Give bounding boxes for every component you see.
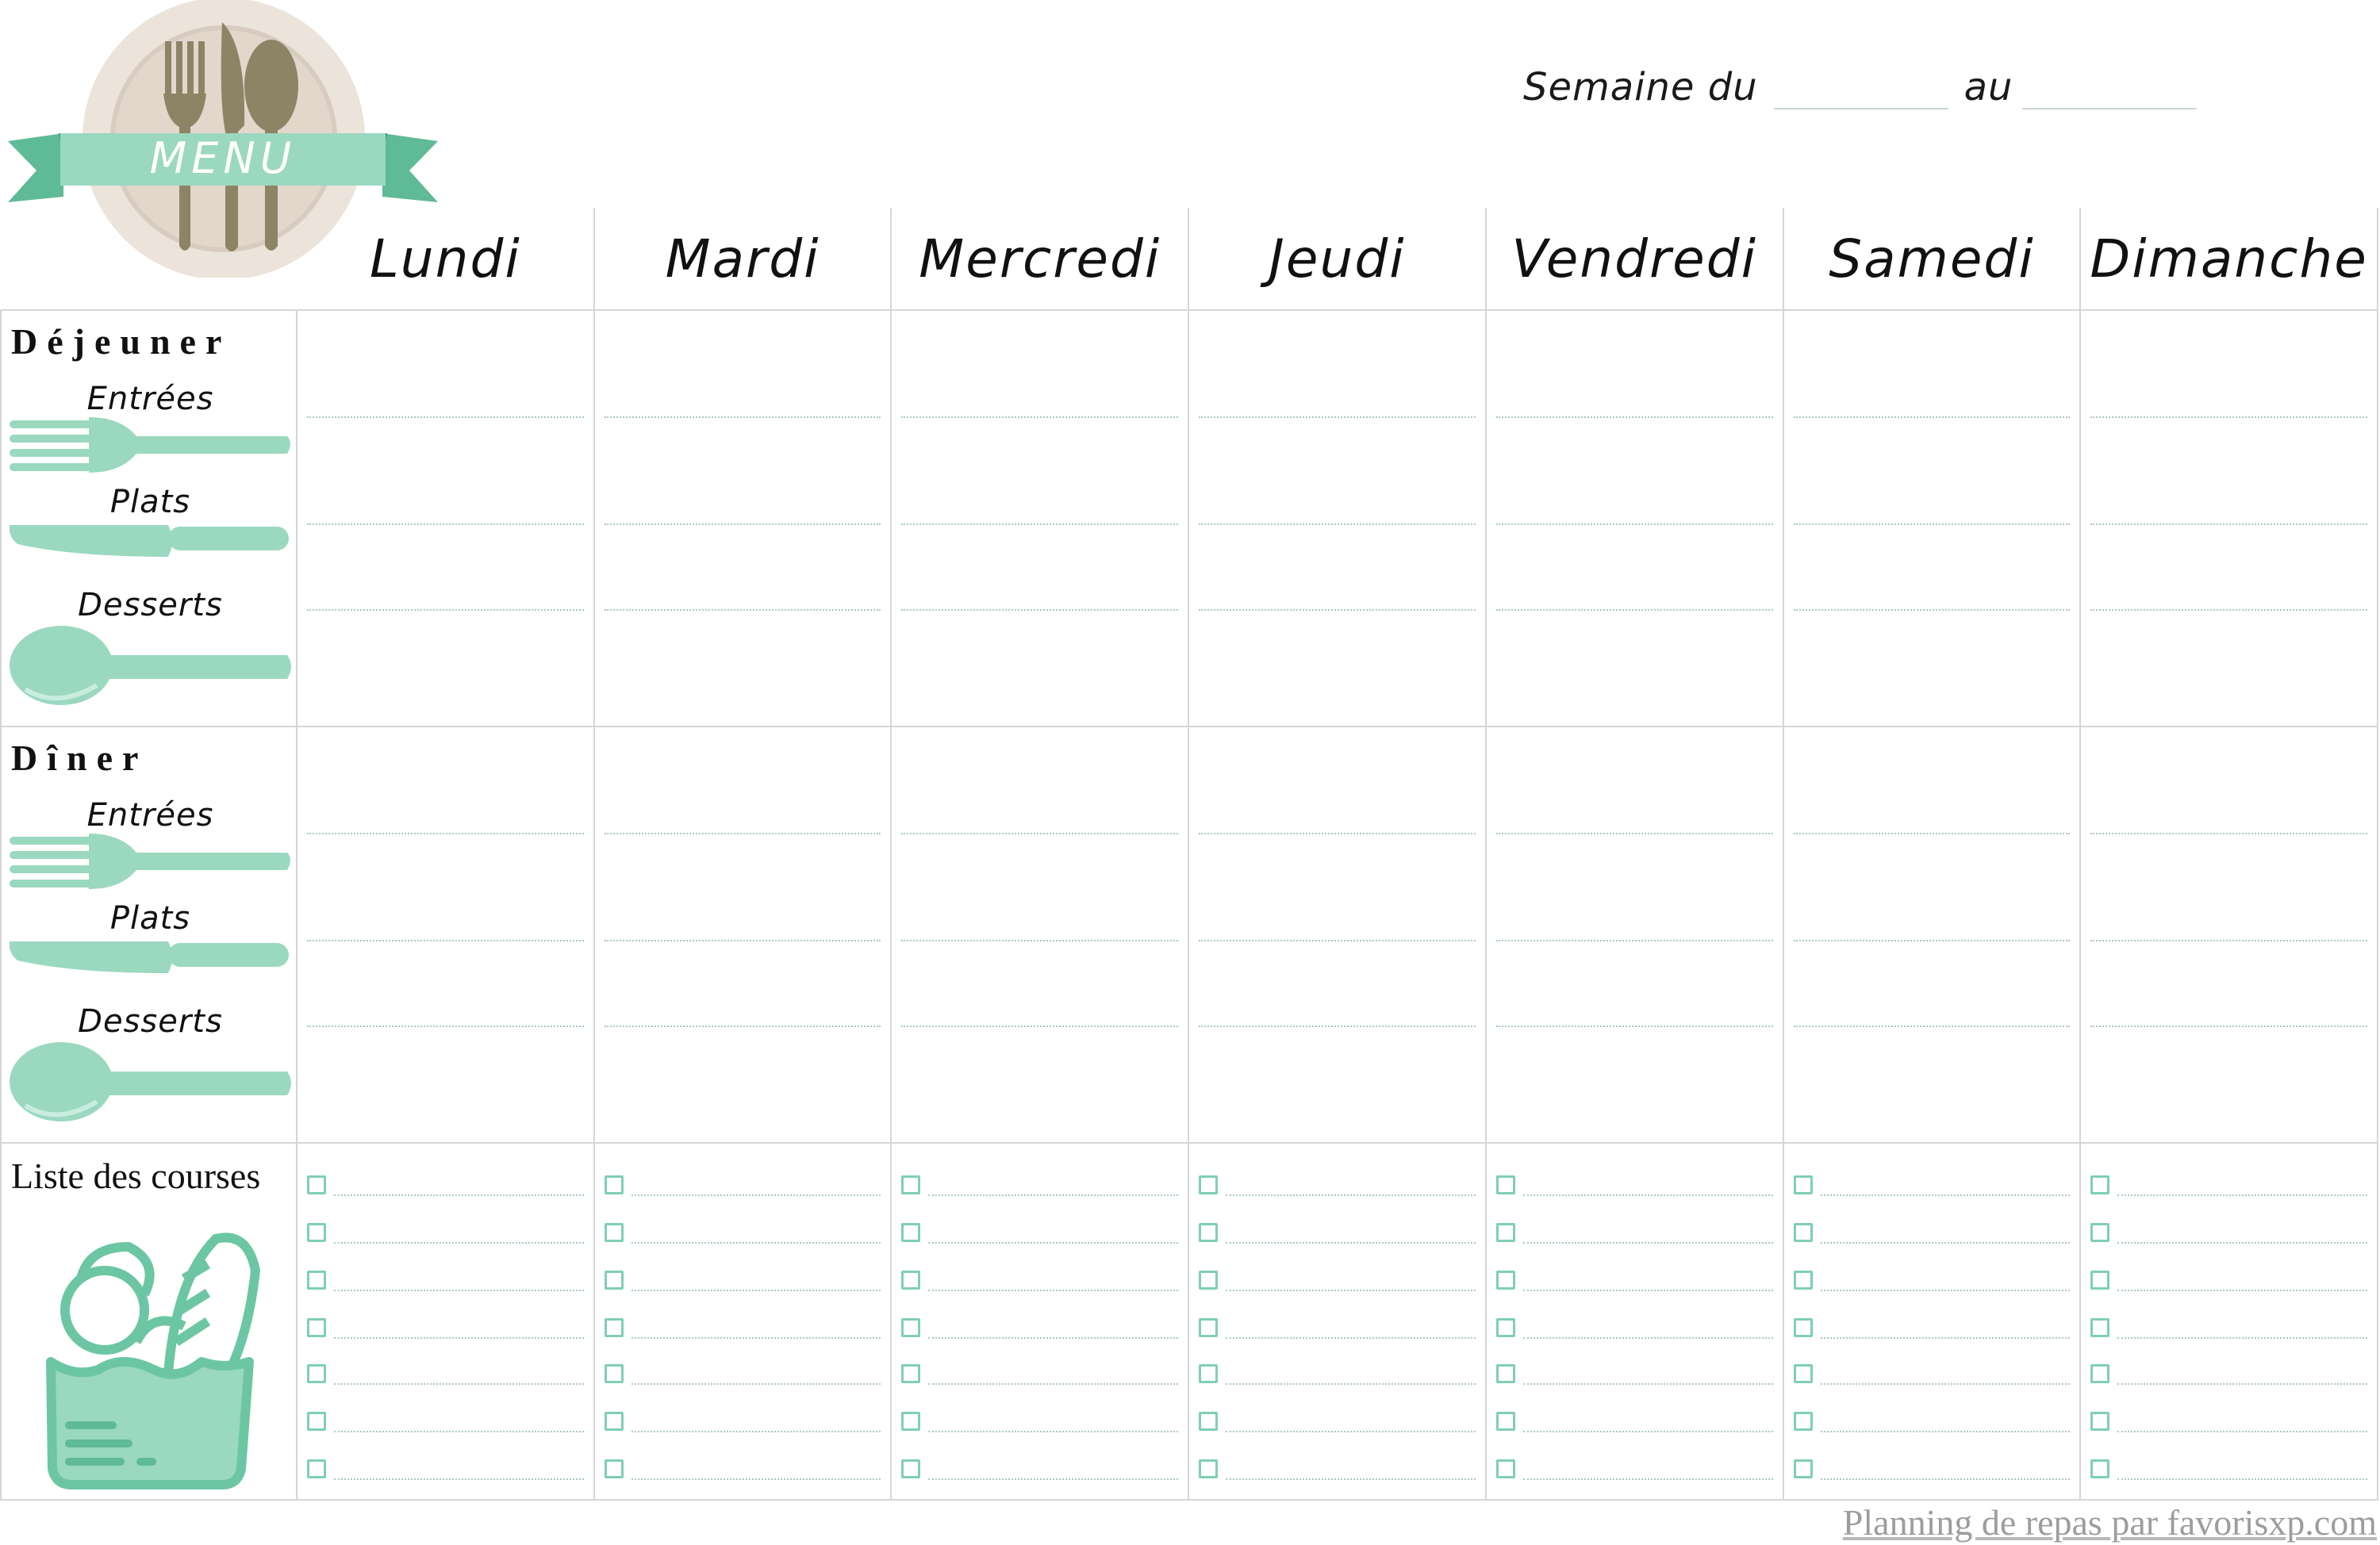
shopping-item-row [1794, 1451, 2071, 1483]
shopping-bag-icon [33, 1215, 271, 1493]
diner-cell-vendredi[interactable] [1487, 727, 1784, 1144]
shopping-item-checkbox[interactable] [2090, 1271, 2109, 1290]
shopping-item-line[interactable] [631, 1290, 881, 1291]
shopping-item-row [605, 1356, 881, 1388]
shopping-item-line[interactable] [1523, 1383, 1773, 1385]
shopping-item-checkbox[interactable] [1794, 1223, 1813, 1242]
shopping-item-row [1496, 1404, 1773, 1436]
shopping-item-row [1496, 1356, 1773, 1388]
shopping-item-checkbox[interactable] [1794, 1412, 1813, 1431]
spoon-icon [10, 622, 295, 709]
shopping-item-line[interactable] [2117, 1337, 2367, 1339]
shopping-item-line[interactable] [1821, 1194, 2071, 1196]
shopping-item-row [307, 1310, 584, 1342]
shopping-item-row [901, 1451, 1178, 1483]
shopping-item-checkbox[interactable] [1794, 1271, 1813, 1290]
shopping-item-row [901, 1263, 1178, 1294]
shopping-item-checkbox[interactable] [307, 1412, 326, 1431]
shopping-item-checkbox[interactable] [901, 1223, 920, 1242]
shopping-item-row [2090, 1263, 2367, 1294]
shopping-item-row [307, 1356, 584, 1388]
shopping-item-line[interactable] [1821, 1383, 2071, 1385]
shopping-item-row [1794, 1310, 2071, 1342]
shopping-item-row [901, 1215, 1178, 1247]
shopping-item-row [1794, 1356, 2071, 1388]
shopping-item-checkbox[interactable] [1199, 1223, 1218, 1242]
day-header-lundi: Lundi [298, 208, 595, 311]
shopping-item-row [1199, 1356, 1476, 1388]
day-header-mardi: Mardi [595, 208, 892, 311]
shopping-item-checkbox[interactable] [307, 1364, 326, 1383]
shopping-item-row [1794, 1167, 2071, 1199]
shopping-list-label [0, 1144, 298, 1501]
shopping-item-line[interactable] [1821, 1337, 2071, 1339]
meal-title: Déjeuner [11, 321, 232, 362]
shopping-item-checkbox[interactable] [901, 1318, 920, 1337]
shopping-item-row [2090, 1167, 2367, 1199]
meal-label-dejeuner [0, 311, 298, 727]
shopping-item-line[interactable] [334, 1242, 584, 1244]
shopping-item-checkbox[interactable] [2090, 1175, 2109, 1194]
shopping-item-row [1199, 1167, 1476, 1199]
shopping-item-checkbox[interactable] [1794, 1318, 1813, 1337]
shopping-item-line[interactable] [334, 1194, 584, 1196]
shopping-item-checkbox[interactable] [2090, 1364, 2109, 1383]
shopping-item-checkbox[interactable] [1496, 1271, 1515, 1290]
shopping-item-line[interactable] [928, 1383, 1178, 1385]
shopping-item-row [1496, 1263, 1773, 1294]
fork-icon [10, 412, 291, 476]
shopping-cell-mardi [595, 1144, 892, 1501]
day-header-vendredi: Vendredi [1487, 208, 1784, 311]
shopping-item-row [901, 1310, 1178, 1342]
week-range [1523, 65, 2197, 109]
shopping-item-row [2090, 1356, 2367, 1388]
shopping-item-row [2090, 1451, 2367, 1483]
shopping-item-checkbox[interactable] [1496, 1459, 1515, 1478]
shopping-cell-dimanche [2081, 1144, 2378, 1501]
meal-label-diner [0, 727, 298, 1144]
course-label-plats: Plats [109, 484, 191, 520]
shopping-item-line[interactable] [2117, 1290, 2367, 1291]
shopping-item-checkbox[interactable] [1199, 1459, 1218, 1478]
grid-corner [0, 208, 298, 311]
shopping-item-checkbox[interactable] [901, 1364, 920, 1383]
shopping-item-row [1199, 1263, 1476, 1294]
shopping-item-line[interactable] [1523, 1478, 1773, 1480]
shopping-item-row [2090, 1310, 2367, 1342]
shopping-cell-lundi [298, 1144, 595, 1501]
shopping-item-checkbox[interactable] [605, 1223, 624, 1242]
shopping-item-line[interactable] [334, 1383, 584, 1385]
fork-icon [10, 829, 291, 892]
shopping-item-line[interactable] [1523, 1290, 1773, 1291]
shopping-item-row [605, 1310, 881, 1342]
dejeuner-cell-jeudi[interactable] [1189, 311, 1487, 727]
shopping-item-checkbox[interactable] [307, 1175, 326, 1194]
shopping-item-checkbox[interactable] [901, 1175, 920, 1194]
shopping-item-row [307, 1167, 584, 1199]
diner-cell-lundi[interactable] [298, 727, 595, 1144]
shopping-item-checkbox[interactable] [1199, 1271, 1218, 1290]
shopping-item-line[interactable] [2117, 1383, 2367, 1385]
week-to-label: au [1964, 65, 2013, 109]
shopping-item-checkbox[interactable] [605, 1459, 624, 1478]
shopping-cell-samedi [1784, 1144, 2082, 1501]
course-label-desserts: Desserts [78, 1003, 223, 1040]
shopping-item-row [307, 1263, 584, 1294]
shopping-item-checkbox[interactable] [1496, 1412, 1515, 1431]
shopping-item-checkbox[interactable] [307, 1271, 326, 1290]
shopping-item-row [901, 1356, 1178, 1388]
shopping-item-checkbox[interactable] [1794, 1364, 1813, 1383]
shopping-title: Liste des courses [11, 1156, 261, 1196]
shopping-item-checkbox[interactable] [605, 1175, 624, 1194]
shopping-item-line[interactable] [1226, 1478, 1476, 1480]
shopping-item-row [1794, 1263, 2071, 1294]
shopping-item-row [1199, 1404, 1476, 1436]
shopping-item-row [1794, 1404, 2071, 1436]
dejeuner-cell-vendredi[interactable] [1487, 311, 1784, 727]
shopping-item-row [605, 1167, 881, 1199]
shopping-item-line[interactable] [1821, 1431, 2071, 1432]
day-header-dimanche: Dimanche [2081, 208, 2378, 311]
diner-cell-mercredi[interactable] [892, 727, 1189, 1144]
course-label-entrees: Entrées [86, 797, 214, 834]
diner-cell-jeudi[interactable] [1189, 727, 1487, 1144]
shopping-item-row [1496, 1451, 1773, 1483]
shopping-item-row [605, 1404, 881, 1436]
shopping-item-line[interactable] [334, 1431, 584, 1432]
shopping-item-line[interactable] [631, 1383, 881, 1385]
shopping-item-checkbox[interactable] [1496, 1364, 1515, 1383]
week-start-field[interactable] [1774, 67, 1948, 109]
course-label-plats: Plats [109, 900, 191, 937]
shopping-item-row [1496, 1167, 1773, 1199]
shopping-item-line[interactable] [928, 1431, 1178, 1432]
shopping-item-line[interactable] [631, 1337, 881, 1339]
shopping-item-row [307, 1404, 584, 1436]
shopping-item-row [1496, 1215, 1773, 1247]
shopping-item-checkbox[interactable] [901, 1459, 920, 1478]
shopping-item-row [901, 1404, 1178, 1436]
shopping-item-line[interactable] [1523, 1337, 1773, 1339]
shopping-item-checkbox[interactable] [1794, 1175, 1813, 1194]
meal-grid [0, 208, 2378, 1501]
shopping-item-line[interactable] [928, 1194, 1178, 1196]
shopping-item-line[interactable] [631, 1478, 881, 1480]
shopping-item-checkbox[interactable] [605, 1412, 624, 1431]
shopping-item-checkbox[interactable] [901, 1271, 920, 1290]
shopping-item-line[interactable] [631, 1431, 881, 1432]
shopping-item-checkbox[interactable] [2090, 1459, 2109, 1478]
dejeuner-cell-samedi[interactable] [1784, 311, 2082, 727]
shopping-item-checkbox[interactable] [1199, 1318, 1218, 1337]
shopping-item-checkbox[interactable] [307, 1459, 326, 1478]
logo-banner-text: MENU [149, 133, 297, 183]
shopping-item-checkbox[interactable] [1199, 1364, 1218, 1383]
shopping-item-line[interactable] [334, 1290, 584, 1291]
shopping-item-line[interactable] [1821, 1242, 2071, 1244]
shopping-item-checkbox[interactable] [605, 1271, 624, 1290]
day-header-jeudi: Jeudi [1189, 208, 1487, 311]
shopping-item-checkbox[interactable] [2090, 1223, 2109, 1242]
shopping-item-line[interactable] [928, 1337, 1178, 1339]
shopping-item-line[interactable] [1821, 1478, 2071, 1480]
meal-title: Dîner [11, 738, 148, 778]
shopping-item-line[interactable] [1523, 1431, 1773, 1432]
shopping-item-line[interactable] [1523, 1194, 1773, 1196]
day-header-samedi: Samedi [1784, 208, 2082, 311]
shopping-item-checkbox[interactable] [605, 1318, 624, 1337]
shopping-item-line[interactable] [1226, 1337, 1476, 1339]
shopping-item-line[interactable] [1523, 1242, 1773, 1244]
shopping-item-row [1199, 1451, 1476, 1483]
dejeuner-cell-mardi[interactable] [595, 311, 892, 727]
shopping-item-line[interactable] [1226, 1290, 1476, 1291]
diner-cell-dimanche[interactable] [2081, 727, 2378, 1144]
shopping-item-checkbox[interactable] [1496, 1175, 1515, 1194]
shopping-item-row [2090, 1215, 2367, 1247]
shopping-item-line[interactable] [928, 1478, 1178, 1480]
shopping-item-checkbox[interactable] [605, 1364, 624, 1383]
shopping-item-row [605, 1451, 881, 1483]
shopping-item-row [1496, 1310, 1773, 1342]
shopping-item-line[interactable] [1226, 1242, 1476, 1244]
shopping-item-checkbox[interactable] [1199, 1412, 1218, 1431]
shopping-item-line[interactable] [334, 1337, 584, 1339]
shopping-item-checkbox[interactable] [1496, 1223, 1515, 1242]
shopping-item-line[interactable] [1226, 1383, 1476, 1385]
shopping-item-checkbox[interactable] [2090, 1318, 2109, 1337]
week-from-label: Semaine du [1523, 65, 1758, 109]
shopping-item-row [2090, 1404, 2367, 1436]
shopping-item-row [901, 1167, 1178, 1199]
spoon-icon [10, 1038, 295, 1125]
shopping-item-line[interactable] [2117, 1478, 2367, 1480]
shopping-item-row [307, 1451, 584, 1483]
shopping-item-line[interactable] [631, 1242, 881, 1244]
shopping-item-line[interactable] [1226, 1431, 1476, 1432]
diner-cell-mardi[interactable] [595, 727, 892, 1144]
shopping-item-row [307, 1215, 584, 1247]
course-label-desserts: Desserts [78, 587, 223, 623]
knife-icon [10, 938, 291, 978]
shopping-item-line[interactable] [1821, 1290, 2071, 1291]
shopping-item-line[interactable] [928, 1242, 1178, 1244]
shopping-item-line[interactable] [2117, 1431, 2367, 1432]
shopping-cell-mercredi [892, 1144, 1189, 1501]
shopping-item-checkbox[interactable] [307, 1223, 326, 1242]
shopping-item-checkbox[interactable] [1199, 1175, 1218, 1194]
shopping-item-checkbox[interactable] [901, 1412, 920, 1431]
shopping-item-row [605, 1263, 881, 1294]
course-label-entrees: Entrées [86, 381, 214, 417]
shopping-item-checkbox[interactable] [1496, 1318, 1515, 1337]
shopping-item-row [1199, 1310, 1476, 1342]
shopping-item-line[interactable] [1226, 1194, 1476, 1196]
shopping-item-checkbox[interactable] [1794, 1459, 1813, 1478]
shopping-item-row [1199, 1215, 1476, 1247]
shopping-item-checkbox[interactable] [2090, 1412, 2109, 1431]
shopping-item-line[interactable] [928, 1290, 1178, 1291]
shopping-item-row [605, 1215, 881, 1247]
shopping-cell-jeudi [1189, 1144, 1487, 1501]
dejeuner-cell-dimanche[interactable] [2081, 311, 2378, 727]
week-end-field[interactable] [2022, 67, 2197, 109]
shopping-item-checkbox[interactable] [307, 1318, 326, 1337]
footer-credit-link[interactable]: Planning de repas par favorisxp.com [1842, 1502, 2377, 1543]
shopping-item-line[interactable] [2117, 1242, 2367, 1244]
shopping-cell-vendredi [1487, 1144, 1784, 1501]
dejeuner-cell-mercredi[interactable] [892, 311, 1189, 727]
dejeuner-cell-lundi[interactable] [298, 311, 595, 727]
shopping-item-line[interactable] [631, 1194, 881, 1196]
shopping-item-row [1794, 1215, 2071, 1247]
shopping-item-line[interactable] [2117, 1194, 2367, 1196]
day-header-mercredi: Mercredi [892, 208, 1189, 311]
diner-cell-samedi[interactable] [1784, 727, 2082, 1144]
knife-icon [10, 522, 291, 562]
shopping-item-line[interactable] [334, 1478, 584, 1480]
